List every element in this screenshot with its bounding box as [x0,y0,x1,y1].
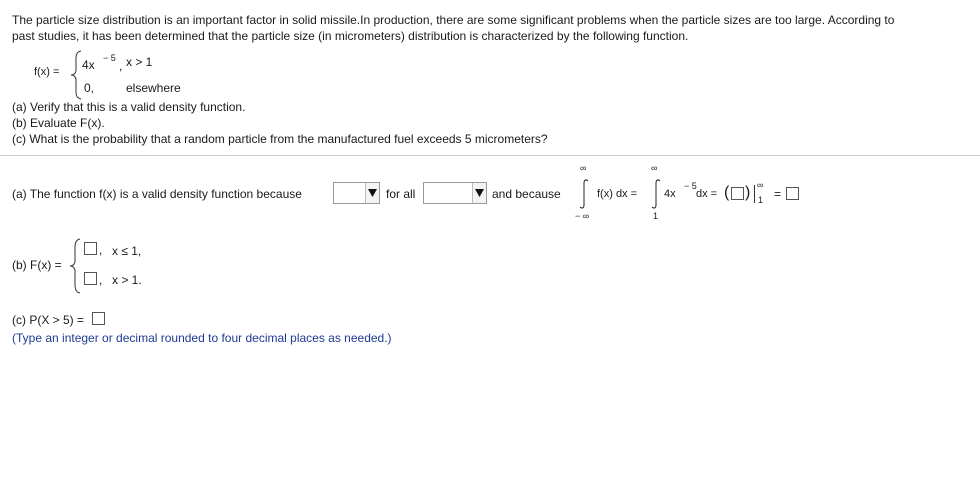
paren-open: ( [724,184,730,201]
evaluation-upper-limit: ∞ [757,180,764,190]
problem-intro-line1: The particle size distribution is an important factor in solid missile.In production, there are some significant problems when the particle sizes are too large. According to [12,13,895,27]
part-b-question: (b) Evaluate F(x). [12,116,105,130]
piece1-condition: x > 1 [126,55,153,69]
piece2-condition: elsewhere [126,81,181,95]
reason-dropdown[interactable] [333,182,380,204]
section-divider [0,155,980,156]
cdf-case1-condition: x ≤ 1, [112,244,142,258]
evaluation-bar [754,185,755,203]
integral2-lower-limit: 1 [653,211,659,221]
part-a-question: (a) Verify that this is a valid density function. [12,100,246,114]
fx-label: f(x) = [34,66,60,78]
integral-result-input[interactable] [786,187,799,200]
integral-sign-icon [650,179,662,209]
probability-input[interactable] [92,312,105,325]
cdf-case2-condition: x > 1. [112,273,142,287]
cdf-case2-comma: , [99,273,103,287]
integral2-base: 4x [664,188,676,200]
cdf-case1-input[interactable] [84,242,97,255]
antiderivative-input[interactable] [731,187,744,200]
integral1-upper-limit: ∞ [580,163,587,173]
piecewise-brace [69,238,83,294]
evaluation-lower-limit: 1 [758,195,764,205]
integral-sign-icon [578,179,590,209]
piece1-comma: , [119,59,123,73]
part-c-question: (c) What is the probability that a random particle from the manufactured fuel exceeds 5 micrometers? [12,132,548,146]
piece2-value: 0, [84,81,95,95]
paren-close: ) [745,184,751,201]
dropdown-arrow-icon[interactable] [472,183,486,203]
answer-c-label: (c) P(X > 5) = [12,313,85,327]
integral2-exponent: − 5 [684,181,697,191]
integral2-dx: dx = [696,188,718,200]
cdf-case1-comma: , [99,243,103,257]
dropdown-arrow-icon[interactable] [365,183,379,203]
integral2-upper-limit: ∞ [651,163,658,173]
for-all-text: for all [386,187,416,201]
domain-dropdown[interactable] [423,182,487,204]
and-because-text: and because [492,187,561,201]
integral1-lower-limit: − ∞ [575,211,590,221]
answer-b-label: (b) F(x) = [12,258,62,272]
piece1-base: 4x [82,58,95,72]
piece1-exponent: − 5 [103,53,116,63]
integral1-body: f(x) dx = [597,188,638,200]
answer-format-hint: (Type an integer or decimal rounded to four decimal places as needed.) [12,331,392,345]
problem-intro-line2: past studies, it has been determined that the particle size (in micrometers) distribution is characterized by the following function. [12,29,689,43]
equals-sign: = [774,187,782,201]
answer-a-prefix: (a) The function f(x) is a valid density function because [12,187,302,201]
cdf-case2-input[interactable] [84,272,97,285]
